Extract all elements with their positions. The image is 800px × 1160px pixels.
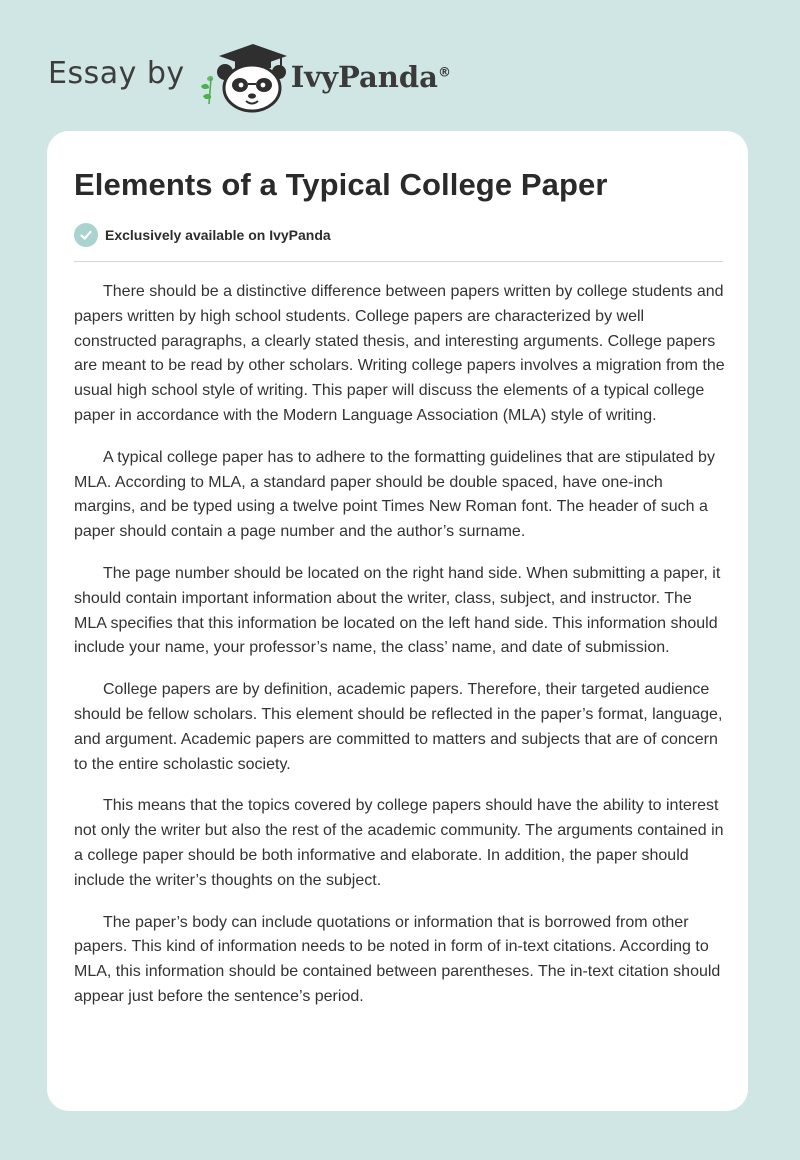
paragraph: College papers are by definition, academic papers. Therefore, their targeted audience should be fellow scholars. This element should be reflected in the paper’s format, language, and argument. Academic papers are committed to matters and subjects that are of concern to the entire scholastic society. — [74, 681, 723, 773]
paragraph: There should be a distinctive difference between papers written by college students and papers written by high school students. College papers are characterized by well constructed paragraphs, a clearly stated thesis, and interesting arguments. College papers are meant to be read by other scholars. Writing college papers involves a migration from the usual high school style of writing. This paper will discuss the elements of a typical college paper in accordance with the Modern Language Association (MLA) style of writing. — [74, 283, 725, 424]
paragraph: The paper’s body can include quotations or information that is borrowed from other papers. This kind of information needs to be noted in form of in-text citations. According to MLA, this information should be contained between parentheses. The in-text citation should appear just before the sentence’s period. — [74, 913, 721, 1005]
essay-by-label: Essay by — [48, 55, 185, 91]
page-title: Elements of a Typical College Paper — [74, 167, 608, 202]
brand-name: IvyPanda® — [290, 60, 451, 94]
ivypanda-logo-icon — [195, 38, 287, 114]
check-icon — [74, 223, 98, 247]
leaf-icon — [201, 76, 213, 104]
exclusive-badge — [74, 221, 331, 249]
site-header — [48, 36, 451, 116]
essay-card — [47, 131, 748, 1111]
paragraph: The page number should be located on the right hand side. When submitting a paper, it should contain important information about the writer, class, subject, and instructor. The MLA specifies that this information be located on the left hand side. This information should include your name, your professor’s name, the class’ name, and date of submission. — [74, 564, 721, 657]
exclusive-badge-label: Exclusively available on IvyPanda — [105, 227, 331, 243]
paragraph: This means that the topics covered by college papers should have the ability to interest not only the writer but also the rest of the academic community. The arguments contained in a college paper should be both informative and elaborate. In addition, the paper should include the writer’s thoughts on the subject. — [74, 797, 724, 889]
divider — [74, 261, 723, 262]
paragraph: A typical college paper has to adhere to the formatting guidelines that are stipulated by MLA. According to MLA, a standard paper should be double spaced, have one-inch margins, and be typed using a twelve point Times New Roman font. The header of such a paper should contain a page number and the author’s surname. — [74, 448, 715, 541]
registered-mark: ® — [437, 65, 451, 81]
essay-body — [74, 280, 726, 1027]
